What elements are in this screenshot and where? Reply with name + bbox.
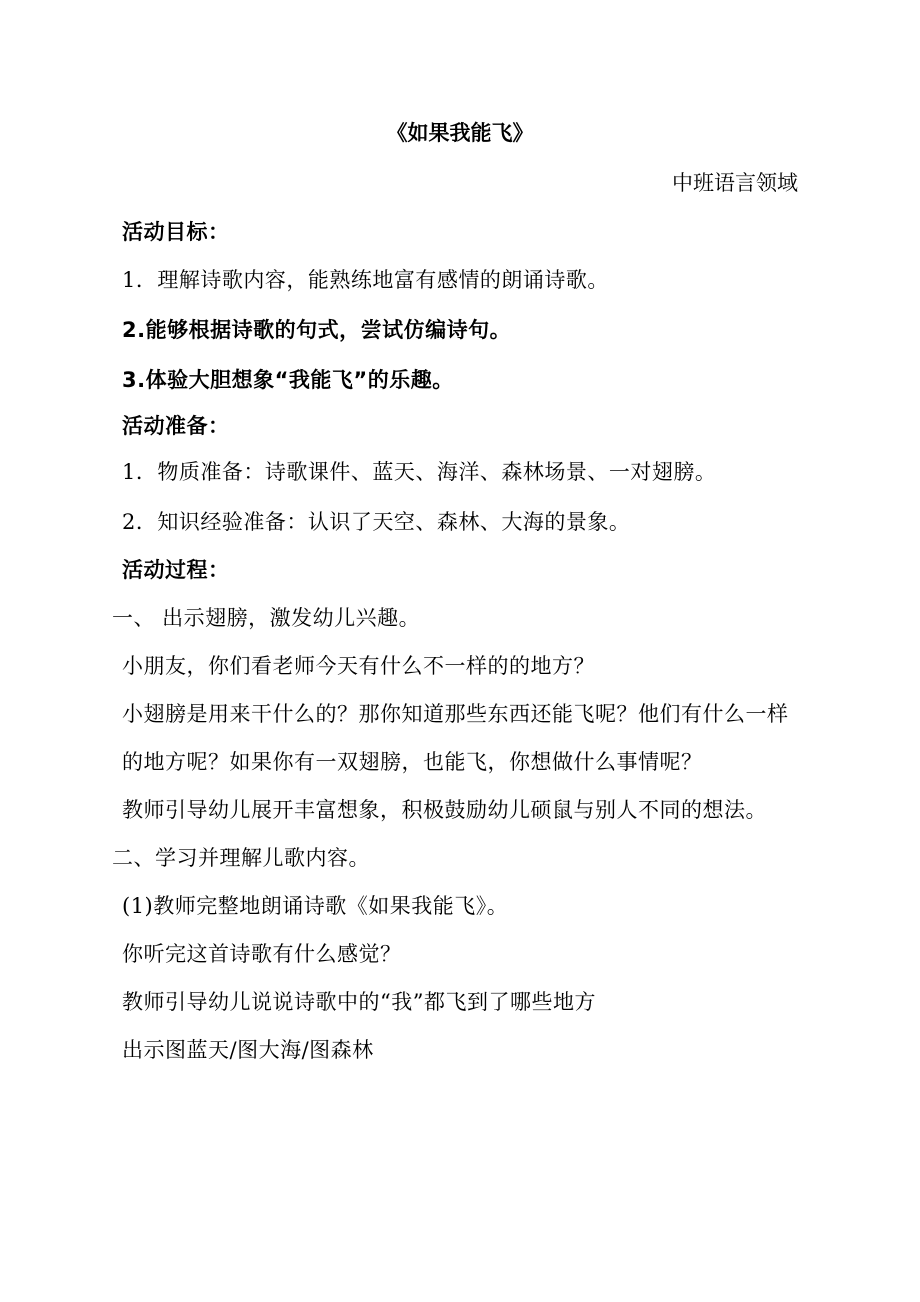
prep-item-1: 1．物质准备：诗歌课件、蓝天、海洋、森林场景、一对翅膀。	[122, 460, 717, 484]
process-line-2: 小翅膀是用来干什么的？那你知道那些东西还能飞呢？他们有什么一样	[122, 702, 789, 726]
process-line-4: 教师引导幼儿展开丰富想象，积极鼓励幼儿硕鼠与别人不同的想法。	[122, 798, 767, 822]
goal-item-3: 3.体验大胆想象“我能飞”的乐趣。	[122, 368, 454, 392]
process-heading: 活动过程：	[122, 558, 230, 582]
process-section-1: 一、 出示翅膀，激发幼儿兴趣。	[112, 606, 421, 630]
process-line-6: 你听完这首诗歌有什么感觉？	[122, 942, 402, 966]
document-subtitle: 中班语言领域	[672, 171, 798, 195]
goal-item-1: 1．理解诗歌内容，能熟练地富有感情的朗诵诗歌。	[122, 268, 609, 292]
process-line-8: 出示图蓝天/图大海/图森林	[122, 1038, 374, 1062]
document-title: 《如果我能飞》	[386, 121, 534, 145]
process-line-5: (1)教师完整地朗诵诗歌《如果我能飞》。	[122, 894, 509, 918]
goals-heading: 活动目标：	[122, 220, 230, 244]
goal-item-2: 2.能够根据诗歌的句式，尝试仿编诗句。	[122, 318, 512, 342]
prep-heading: 活动准备：	[122, 414, 230, 438]
process-section-2: 二、学习并理解儿歌内容。	[112, 846, 370, 870]
process-line-3: 的地方呢？如果你有一双翅膀，也能飞，你想做什么事情呢？	[122, 750, 703, 774]
process-line-1: 小朋友，你们看老师今天有什么不一样的的地方？	[122, 654, 595, 678]
prep-item-2: 2．知识经验准备：认识了天空、森林、大海的景象。	[122, 510, 631, 534]
process-line-7: 教师引导幼儿说说诗歌中的“我”都飞到了哪些地方	[122, 990, 596, 1014]
